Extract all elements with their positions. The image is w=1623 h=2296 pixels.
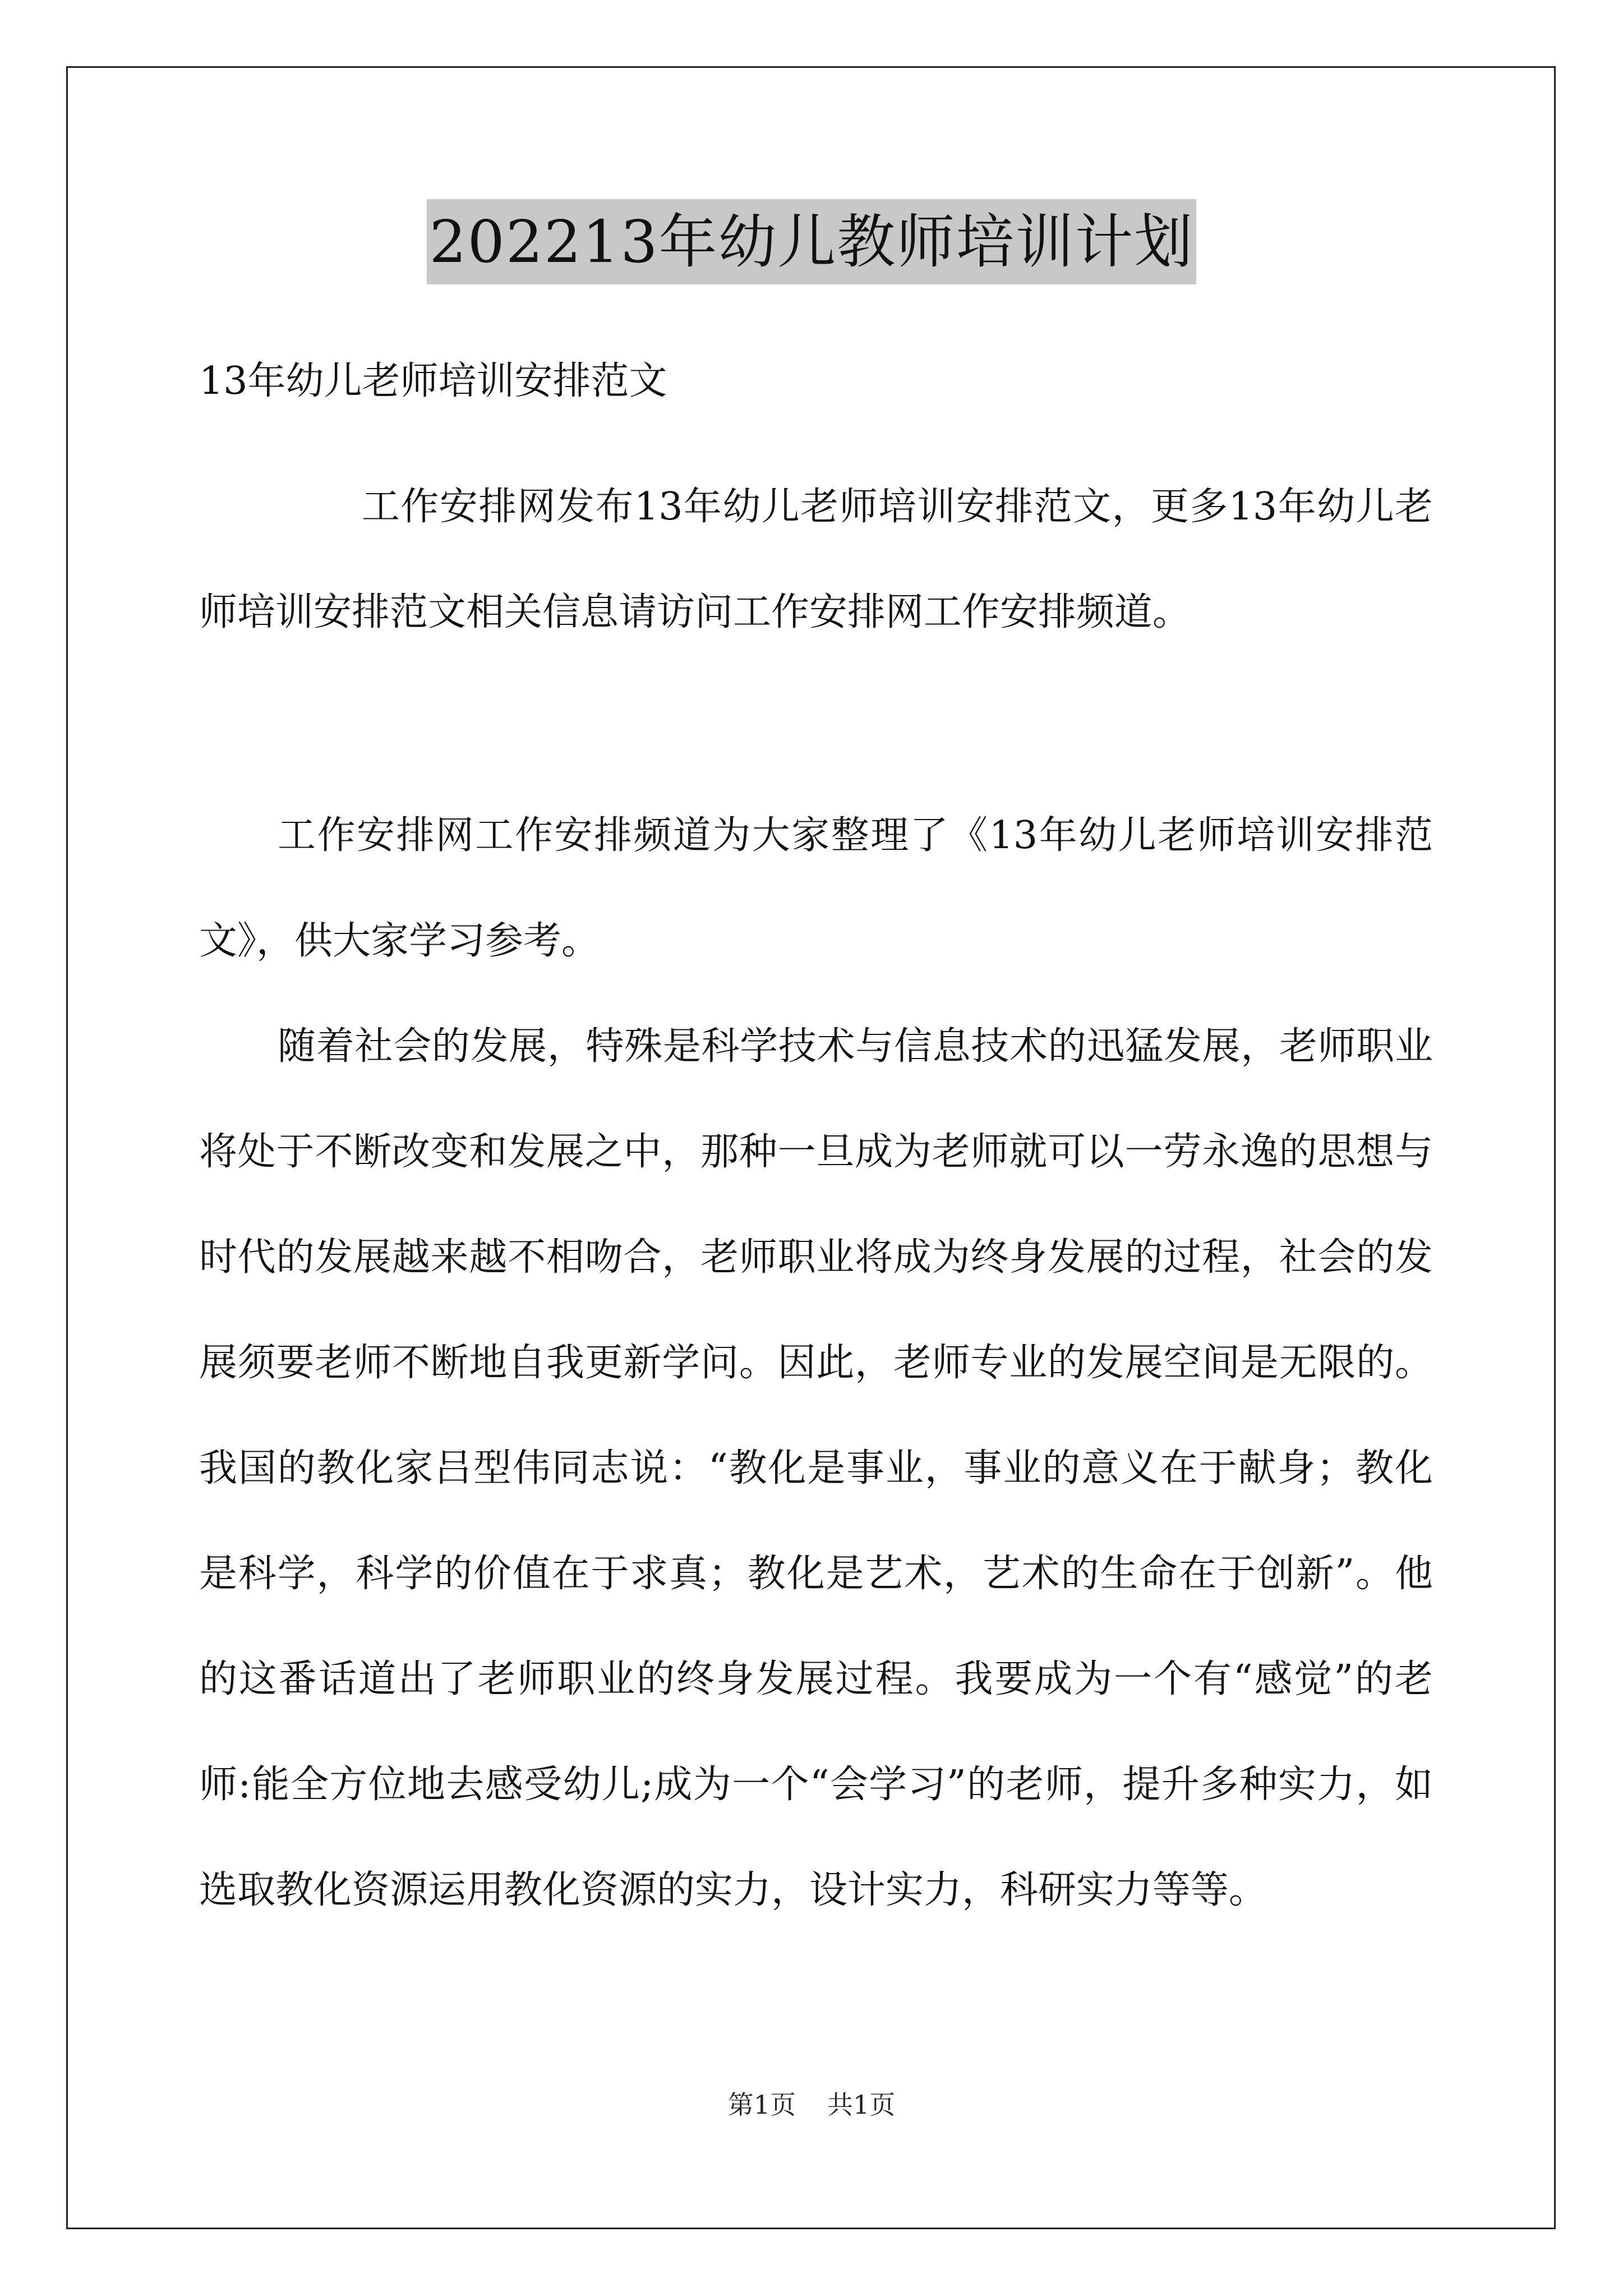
page-total: 共1页 bbox=[827, 2090, 896, 2120]
page-number: 第1页 bbox=[727, 2090, 796, 2120]
page-footer bbox=[0, 2088, 1623, 2122]
document-subtitle: 13年幼儿老师培训安排范文 bbox=[199, 359, 667, 403]
document-title: 202213年幼儿教师培训计划 bbox=[427, 199, 1196, 284]
document-body bbox=[199, 342, 1433, 1943]
paragraph-intro: 工作安排网发布13年幼儿老师培训安排范文，更多13年幼儿老师培训安排范文相关信息请访问工作安排网工作安排频道。 bbox=[199, 485, 1433, 634]
paragraph-notice: 工作安排网工作安排频道为大家整理了《13年幼儿老师培训安排范文》，供大家学习参考。 bbox=[199, 813, 1433, 963]
title-container bbox=[0, 199, 1623, 284]
paragraph-main: 随着社会的发展，特殊是科学技术与信息技术的迅猛发展，老师职业将处于不断改变和发展之中，那种一旦成为老师就可以一劳永逸的思想与时代的发展越来越不相吻合，老师职业将成为终身发展的过程，社会的发展须要老师不断地自我更新学问。因此，老师专业的发展空间是无限的。我国的教化家吕型伟同志说：“教化是事业，事业的意义在于献身；教化是科学，科学的价值在于求真；教化是艺术，艺术的生命在于创新”。他的这番话道出了老师职业的终身发展过程。我要成为一个有“感觉”的老师:能全方位地去感受幼儿;成为一个“会学习”的老师，提升多种实力，如选取教化资源运用教化资源的实力，设计实力，科研实力等等。 bbox=[199, 1024, 1433, 1912]
